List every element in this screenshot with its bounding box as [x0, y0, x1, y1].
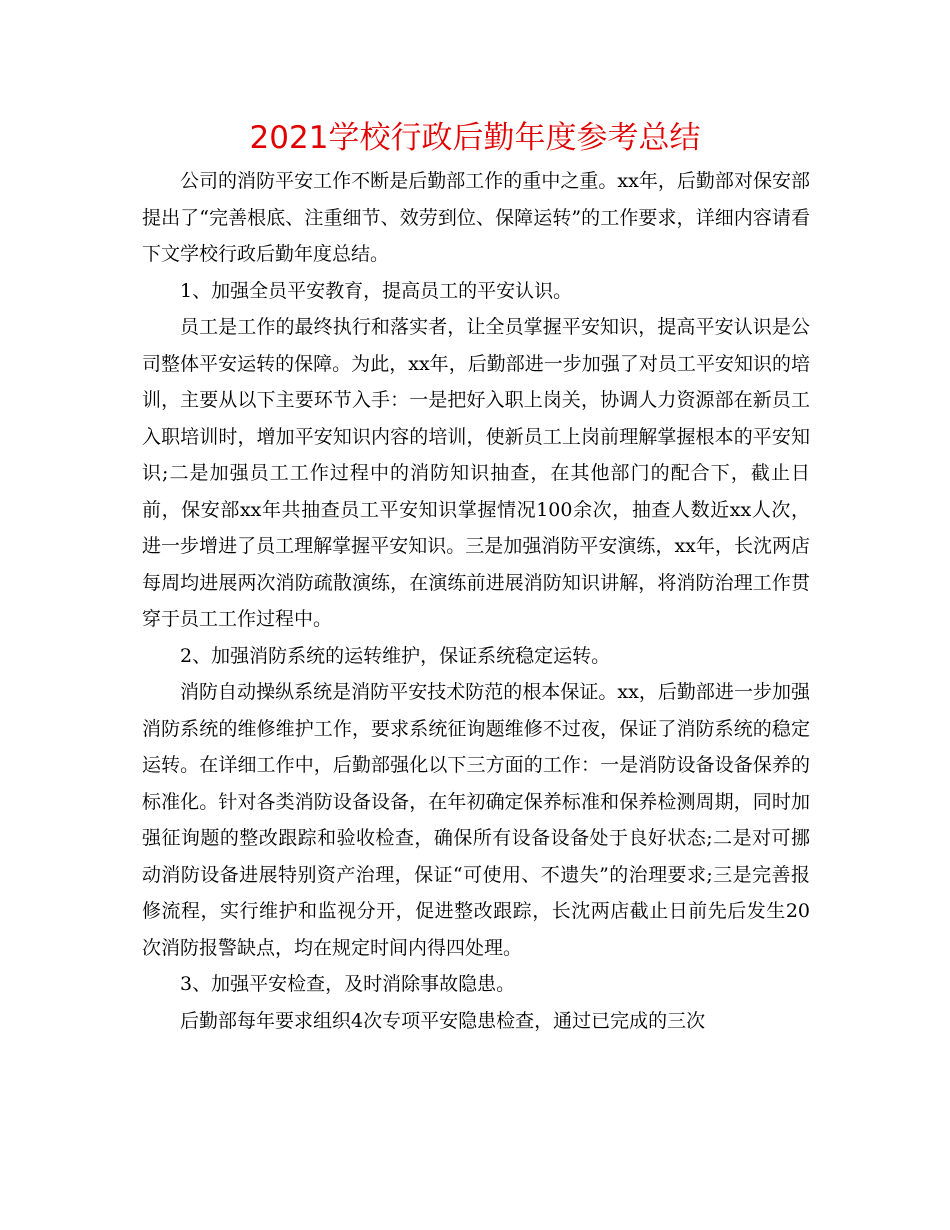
paragraph-section-2: 消防自动操纵系统是消防平安技术防范的根本保证。xx，后勤部进一步加强消防系统的维修维护工作，要求系统征询题维修不过夜，保证了消防系统的稳定运转。在详细工作中，后勤部强化以下三方面的工作：一是消防设备设备保养的标准化。针对各类消防设备设备，在年初确定保养标准和保养检测周期，同时加强征询题的整改跟踪和验收检查，确保所有设备设备处于良好状态;二是对可挪动消防设备进展特别资产治理，保证“可使用、不遗失”的治理要求;三是完善报修流程，实行维护和监视分开，促进整改跟踪，长沈两店截止日前先后发生20次消防报警缺点，均在规定时间内得四处理。: [142, 681, 810, 959]
document-title: 2021学校行政后勤年度参考总结: [249, 120, 701, 156]
section-heading-1: 1、加强全员平安教育，提高员工的平安认识。: [180, 279, 573, 302]
paragraph-section-1: 员工是工作的最终执行和落实者，让全员掌握平安知识，提高平安认识是公司整体平安运转的保障。为此，xx年，后勤部进一步加强了对员工平安知识的培训，主要从以下主要环节入手：一是把好入职上岗关，协调人力资源部在新员工入职培训时，增加平安知识内容的培训，使新员工上岗前理解掌握根本的平安知识;二是加强员工工作过程中的消防知识抽查，在其他部门的配合下，截止日前，保安部xx年共抽查员工平安知识掌握情况100余次，抽查人数近xx人次，进一步增进了员工理解掌握平安知识。三是加强消防平安演练，xx年，长沈两店每周均进展两次消防疏散演练，在演练前进展消防知识讲解，将消防治理工作贯穿于员工工作过程中。: [142, 316, 810, 630]
section-heading-3: 3、加强平安检查，及时消除事故隐患。: [180, 973, 516, 995]
section-heading-2: 2、加强消防系统的运转维护，保证系统稳定运转。: [180, 644, 611, 667]
paragraph-section-3: 后勤部每年要求组织4次专项平安隐患检查，通过已完成的三次: [180, 1009, 706, 1032]
paragraph-intro: 公司的消防平安工作不断是后勤部工作的重中之重。xx年，后勤部对保安部提出了“完善根底、注重细节、效劳到位、保障运转”的工作要求，详细内容请看下文学校行政后勤年度总结。: [142, 170, 810, 265]
document-body: [142, 163, 810, 1039]
